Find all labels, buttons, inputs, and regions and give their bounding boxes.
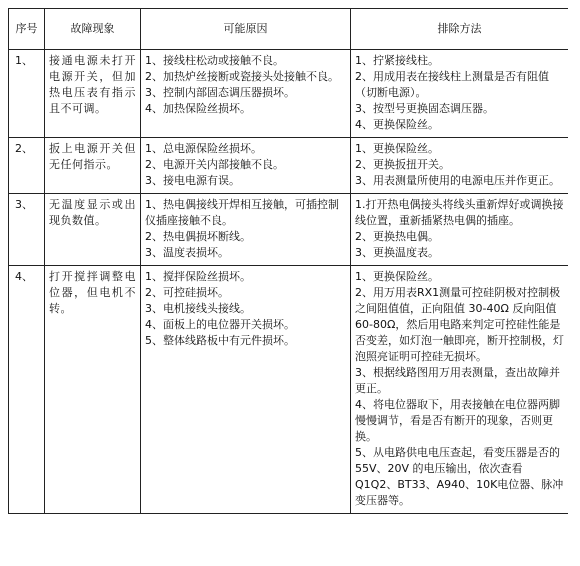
fix-item: 4、更换保险丝。 xyxy=(355,118,439,131)
cause-item: 4、加热保险丝损坏。 xyxy=(145,102,251,115)
fix-item: 2、用成用表在接线柱上测量是否有阻值（切断电源）。 xyxy=(355,70,549,99)
table-row xyxy=(9,266,569,514)
causes-cell xyxy=(141,266,351,514)
page xyxy=(8,8,568,553)
fix-item: 1、拧紧接线柱。 xyxy=(355,54,439,67)
row-number: 2、 xyxy=(9,138,45,194)
fix-item: 4、将电位器取下，用表接触在电位器两脚慢慢调节，看是否有断开的现象，否则更换。 xyxy=(355,398,560,443)
cause-item: 1、热电偶接线开焊相互接触，可插控制仪插座接触不良。 xyxy=(145,198,339,227)
table-row xyxy=(9,50,569,138)
cause-item: 1、总电源保险丝损坏。 xyxy=(145,142,262,155)
fix-item: 1.打开热电偶接头将线头重新焊好或调换接线位置，重新插紧热电偶的插座。 xyxy=(355,198,564,227)
symptom-cell: 扳上电源开关但无任何指示。 xyxy=(45,138,141,194)
header-fixes: 排除方法 xyxy=(351,9,569,50)
fix-item: 3、更换温度表。 xyxy=(355,246,439,259)
cause-item: 5、整体线路板中有元件损坏。 xyxy=(145,334,295,347)
fixes-cell xyxy=(351,266,569,514)
fix-item: 2、更换扳扭开关。 xyxy=(355,158,450,171)
header-causes: 可能原因 xyxy=(141,9,351,50)
fix-item: 5、从电路供电电压查起，看变压器是否的55V、20V 的电压输出，依次查看 Q1Q2、BT33、A940、10K电位器、脉冲变压器等。 xyxy=(355,446,564,507)
symptom-cell: 接通电源未打开电源开关，但加热电压表有指示且不可调。 xyxy=(45,50,141,138)
cause-item: 1、搅拌保险丝损坏。 xyxy=(145,270,251,283)
cause-item: 3、控制内部固态调压器损坏。 xyxy=(145,86,295,99)
row-number: 1、 xyxy=(9,50,45,138)
cause-item: 3、电机接线头接线。 xyxy=(145,302,251,315)
cause-item: 4、面板上的电位器开关损坏。 xyxy=(145,318,295,331)
row-number: 3、 xyxy=(9,194,45,266)
cause-item: 2、电源开关内部接触不良。 xyxy=(145,158,284,171)
fixes-cell xyxy=(351,50,569,138)
header-num: 序号 xyxy=(9,9,45,50)
row-number: 4、 xyxy=(9,266,45,514)
cause-item: 2、加热炉丝接断或瓷接头处接触不良。 xyxy=(145,70,339,83)
fault-table xyxy=(8,8,568,514)
cause-item: 1、接线柱松动或接触不良。 xyxy=(145,54,284,67)
table-row xyxy=(9,138,569,194)
fix-item: 2、用万用表RX1测量可控硅阴极对控制极之间阻值值，正向阻值 30-40Ω 反向阻值 60-80Ω，然后用电路来判定可控硅性能是否变差，如灯泡一触即亮，断开控制极，灯泡照亮证明可控硅无损坏。 xyxy=(355,286,564,363)
causes-cell xyxy=(141,50,351,138)
fix-item: 1、更换保险丝。 xyxy=(355,142,439,155)
header-symptom: 故障现象 xyxy=(45,9,141,50)
header-row xyxy=(9,9,569,50)
table-row xyxy=(9,194,569,266)
fix-item: 2、更换热电偶。 xyxy=(355,230,439,243)
fix-item: 3、按型号更换固态调压器。 xyxy=(355,102,494,115)
cause-item: 3、温度表损坏。 xyxy=(145,246,229,259)
cause-item: 2、可控硅损坏。 xyxy=(145,286,229,299)
fix-item: 1、更换保险丝。 xyxy=(355,270,439,283)
causes-cell xyxy=(141,138,351,194)
fixes-cell xyxy=(351,194,569,266)
fix-item: 3、根据线路图用万用表测量，查出故障并更正。 xyxy=(355,366,560,395)
cause-item: 3、接电电源有误。 xyxy=(145,174,240,187)
fixes-cell xyxy=(351,138,569,194)
causes-cell xyxy=(141,194,351,266)
cause-item: 2、热电偶损坏断线。 xyxy=(145,230,251,243)
symptom-cell: 打开搅拌调整电位器，但电机不转。 xyxy=(45,266,141,514)
symptom-cell: 无温度显示或出现负数值。 xyxy=(45,194,141,266)
fix-item: 3、用表测量所使用的电源电压并作更正。 xyxy=(355,174,560,187)
